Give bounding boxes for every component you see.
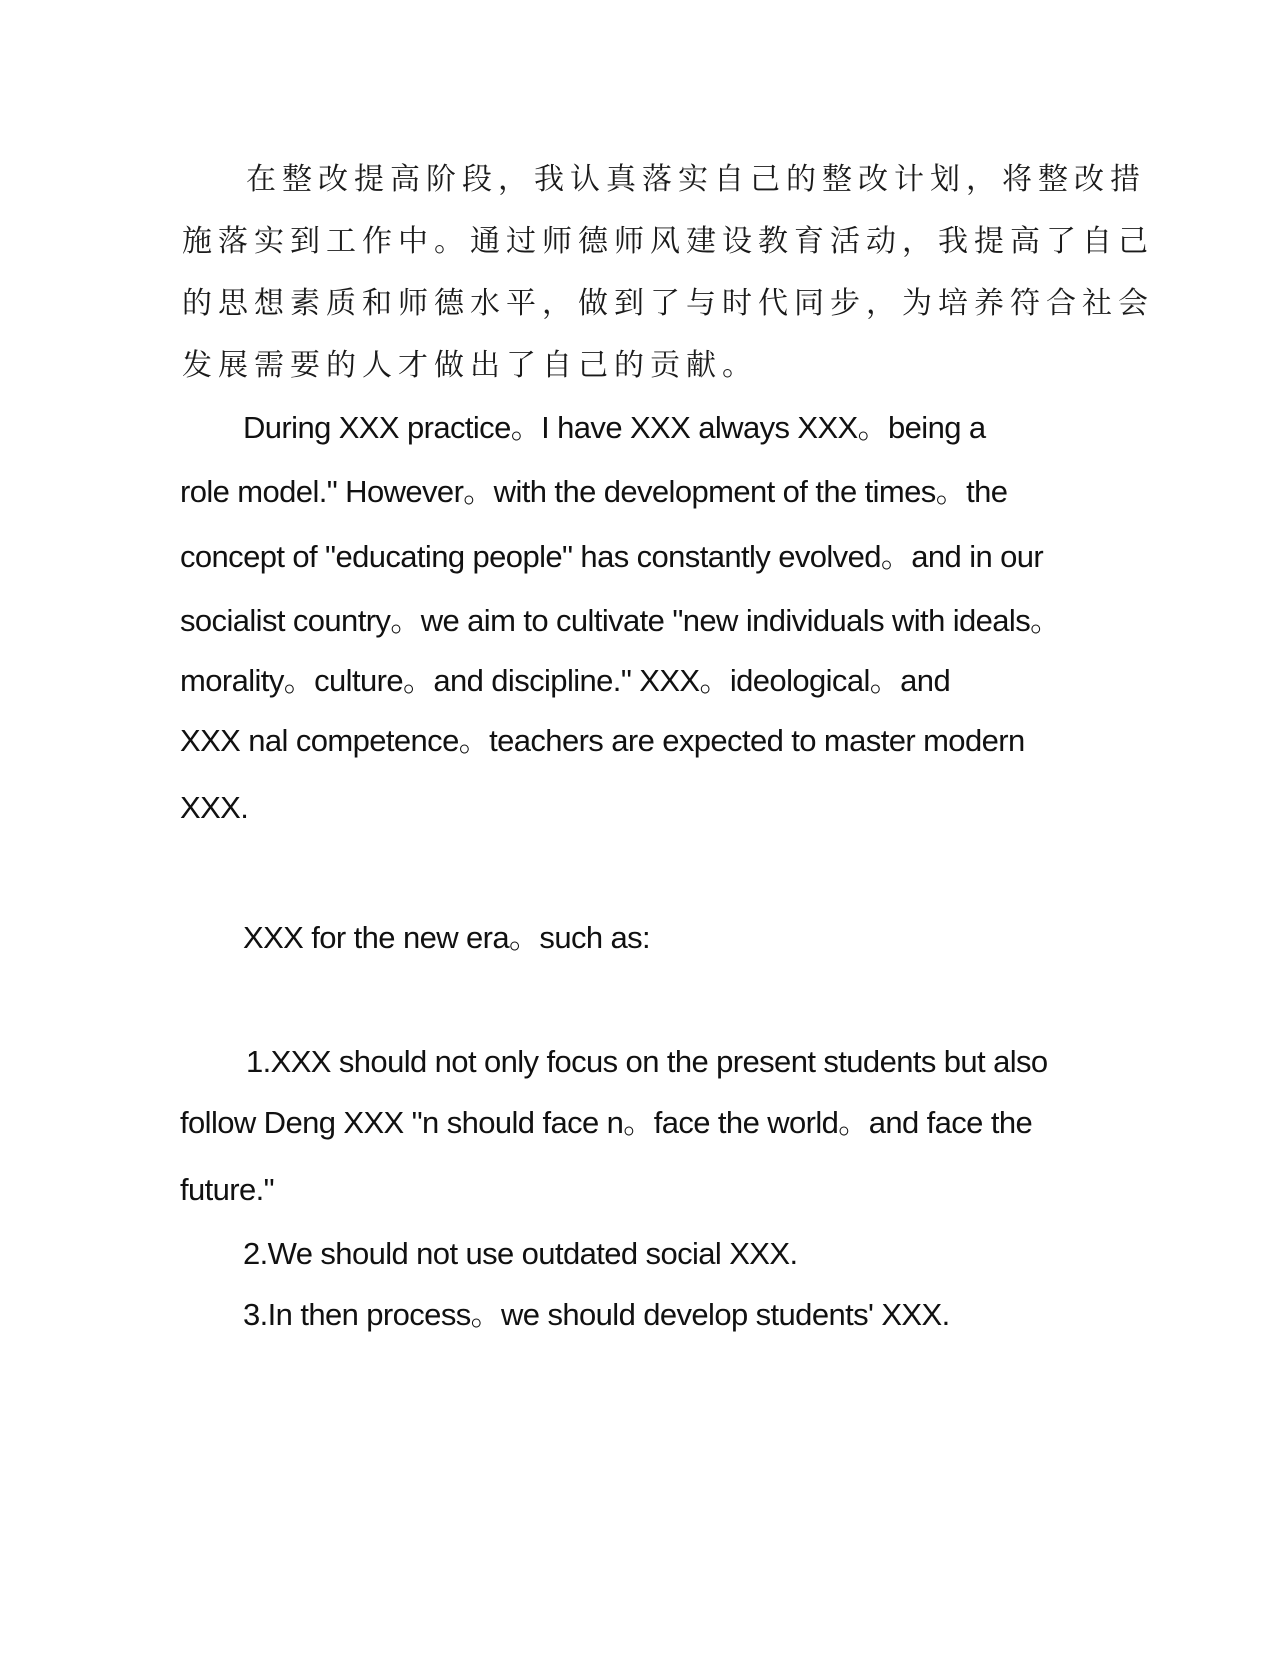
english-paragraph-line-3: concept of "educating people" has constantly evolved。and in our xyxy=(180,539,1044,574)
chinese-paragraph-line-2: 施落实到工作中。通过师德师风建设教育活动，我提高了自己 xyxy=(182,224,1154,259)
english-paragraph-line-5: morality。culture。and discipline." XXX。ideological。and xyxy=(180,663,951,698)
list-item-1-line-2: follow Deng XXX "n should face n。face the world。and face the xyxy=(180,1105,1033,1140)
english-paragraph-line-7: XXX. xyxy=(180,790,249,825)
list-item-1-line-3: future." xyxy=(180,1172,275,1207)
list-item-2: 2.We should not use outdated social XXX. xyxy=(243,1236,798,1271)
intro-line: XXX for the new era。such as: xyxy=(243,920,651,955)
english-paragraph-line-1: During XXX practice。I have XXX always XXX。being a xyxy=(243,410,986,445)
list-item-1-line-1: 1.XXX should not only focus on the present students but also xyxy=(246,1044,1048,1079)
english-paragraph-line-2: role model." However。with the development of the times。the xyxy=(180,474,1008,509)
chinese-paragraph-line-1: 在整改提高阶段，我认真落实自己的整改计划，将整改措 xyxy=(246,162,1146,197)
list-item-3: 3.In then process。we should develop students' XXX. xyxy=(243,1297,950,1332)
chinese-paragraph-line-4: 发展需要的人才做出了自己的贡献。 xyxy=(182,348,758,383)
english-paragraph-line-4: socialist country。we aim to cultivate "new individuals with ideals。 xyxy=(180,603,1061,638)
english-paragraph-line-6: XXX nal competence。teachers are expected to master modern xyxy=(180,723,1025,758)
chinese-paragraph-line-3: 的思想素质和师德水平，做到了与时代同步，为培养符合社会 xyxy=(182,286,1154,321)
